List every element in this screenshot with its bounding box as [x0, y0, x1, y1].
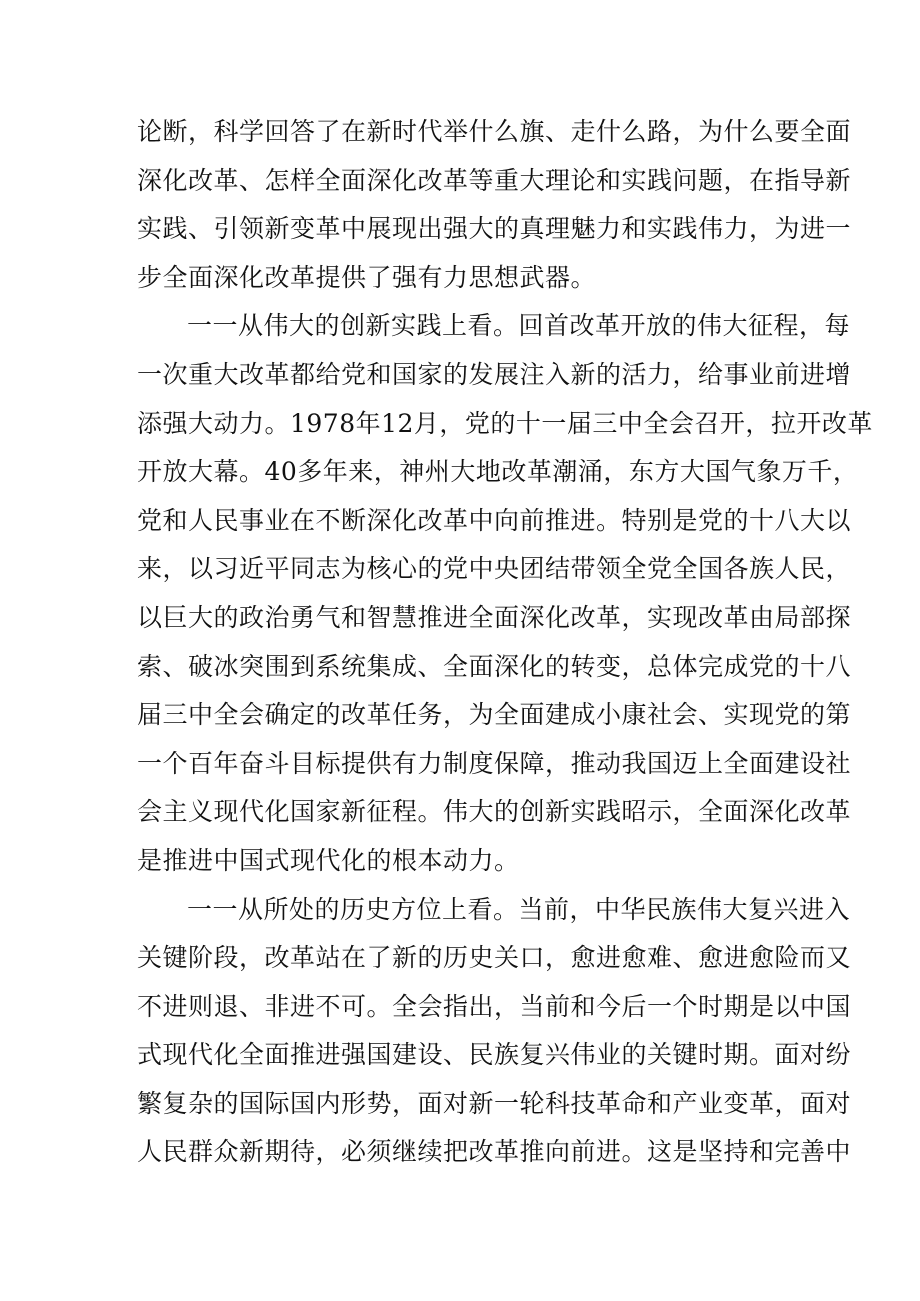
- body-text: [137, 108, 873, 1177]
- text-line: 人民群众新期待，必须继续把改革推向前进。这是坚持和完善中: [137, 1137, 852, 1167]
- text-line: 一一从所处的历史方位上看。当前，中华民族伟大复兴进入: [187, 894, 851, 924]
- text-line: 是推进中国式现代化的根本动力。: [137, 845, 520, 875]
- text-line: 届三中全会确定的改革任务，为全面建成小康社会、实现党的第: [137, 700, 852, 730]
- text-line: 步全面深化改革提供了强有力思想武器。: [137, 262, 597, 292]
- text-line: 添强大动力。1978年12月，党的十一届三中全会召开，拉开改革: [137, 408, 873, 438]
- text-line: 不进则退、非进不可。全会指出，当前和今后一个时期是以中国: [137, 991, 852, 1021]
- text-line: 以巨大的政治勇气和智慧推进全面深化改革，实现改革由局部探: [137, 602, 852, 632]
- text-line: 来，以习近平同志为核心的党中央团结带领全党全国各族人民，: [137, 554, 852, 584]
- text-line: 会主义现代化国家新征程。伟大的创新实践昭示，全面深化改革: [137, 797, 852, 827]
- text-line: 开放大幕。40多年来，神州大地改革潮涌，东方大国气象万千，: [137, 457, 859, 487]
- text-line: 关键阶段，改革站在了新的历史关口，愈进愈难、愈进愈险而又: [137, 943, 852, 973]
- text-line: 繁复杂的国际国内形势，面对新一轮科技革命和产业变革，面对: [137, 1088, 852, 1118]
- text-line: 一一从伟大的创新实践上看。回首改革开放的伟大征程，每: [187, 311, 851, 341]
- text-line: 一个百年奋斗目标提供有力制度保障，推动我国迈上全面建设社: [137, 748, 852, 778]
- text-line: 一次重大改革都给党和国家的发展注入新的活力，给事业前进增: [137, 359, 852, 389]
- text-line: 实践、引领新变革中展现出强大的真理魅力和实践伟力，为进一: [137, 214, 852, 244]
- text-line: 党和人民事业在不断深化改革中向前推进。特别是党的十八大以: [137, 505, 852, 535]
- text-line: 论断，科学回答了在新时代举什么旗、走什么路，为什么要全面: [137, 117, 852, 146]
- text-line: 深化改革、怎样全面深化改革等重大理论和实践问题，在指导新: [137, 165, 852, 195]
- text-line: 式现代化全面推进强国建设、民族复兴伟业的关键时期。面对纷: [137, 1040, 852, 1070]
- text-line: 索、破冰突围到系统集成、全面深化的转变，总体完成党的十八: [137, 651, 852, 681]
